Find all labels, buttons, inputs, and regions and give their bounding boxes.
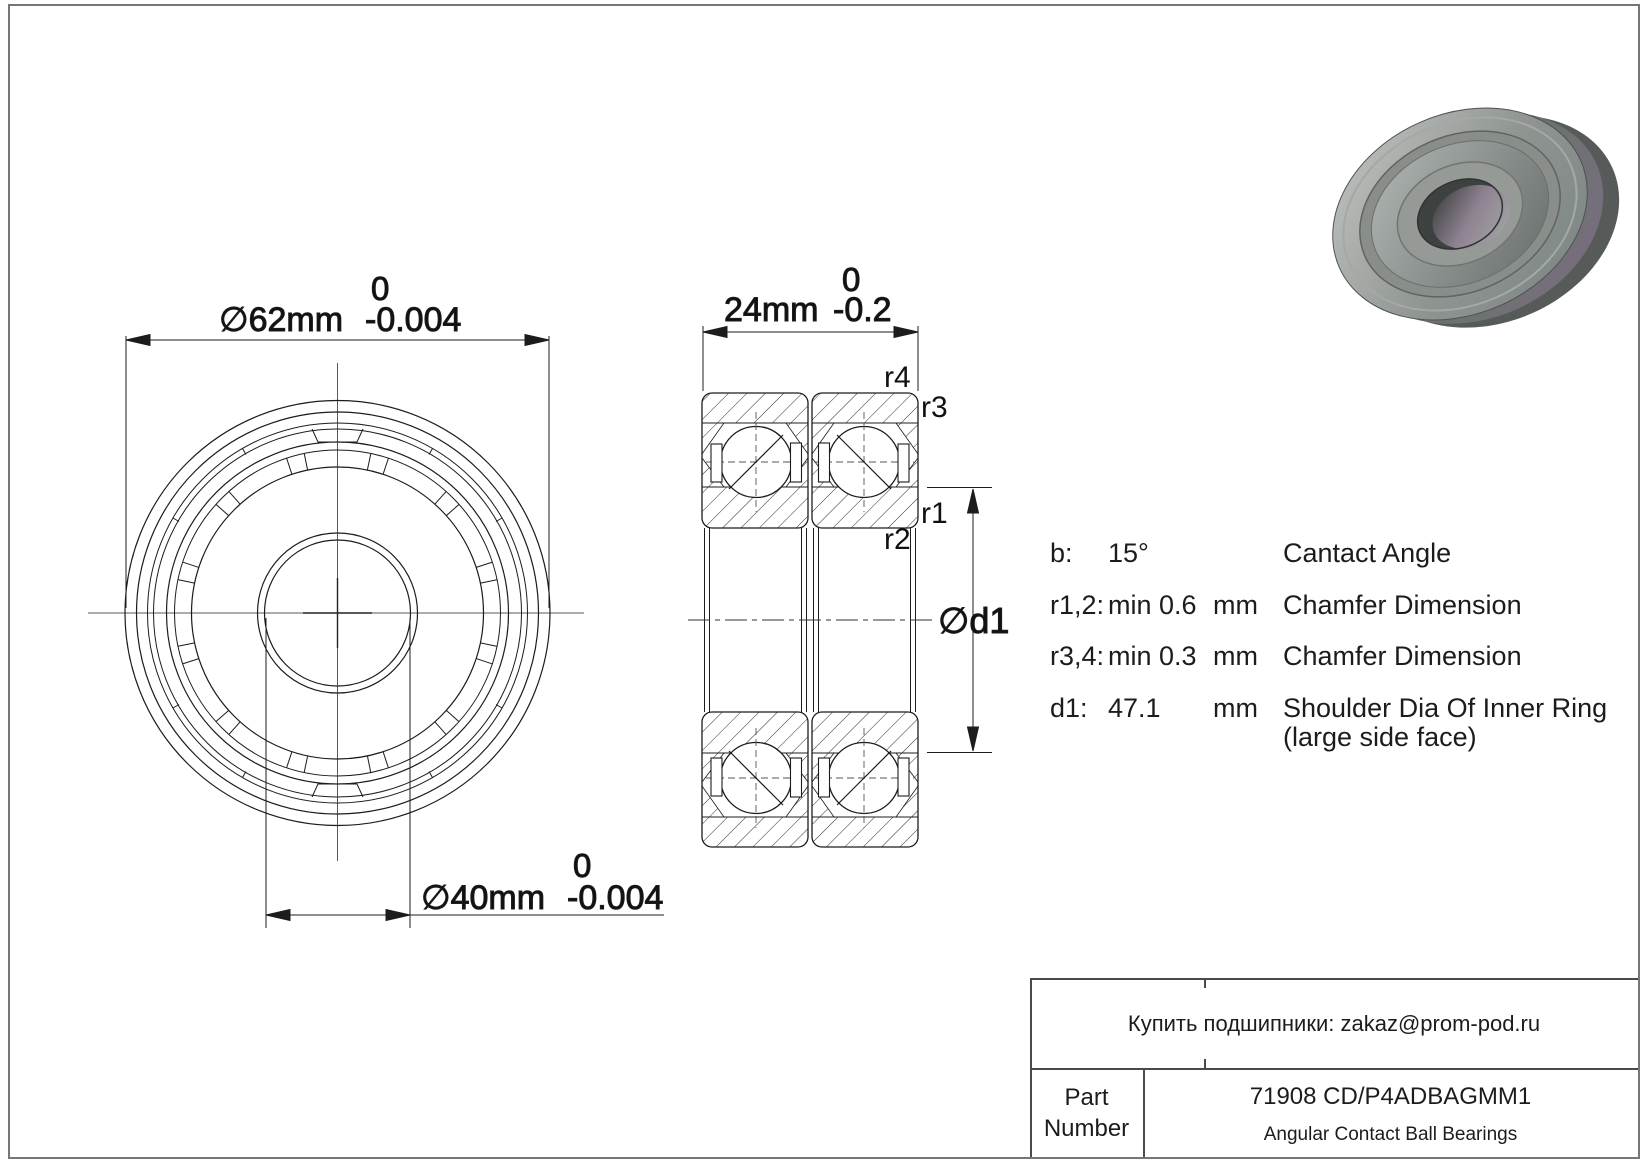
contact-email-line: Купить подшипники: zakaz@prom-pod.ru (1127, 1011, 1541, 1036)
spec-desc: Cantact Angle (1283, 538, 1452, 568)
label-r3: r3 (921, 391, 948, 424)
table-border-top (1030, 978, 1638, 980)
spec-unit: mm (1213, 590, 1258, 620)
spec-unit: mm (1213, 641, 1258, 671)
dim-width-value: 24mm (724, 291, 819, 329)
spec-unit: mm (1213, 693, 1258, 723)
part-number-label-line1: Part (1064, 1084, 1109, 1111)
dim-bore-value: ∅40mm (421, 879, 546, 917)
dim-outer-value: ∅62mm (219, 301, 344, 339)
dim-shoulder-label: ∅d1 (938, 600, 1010, 641)
bearing-3d-image (1299, 58, 1646, 377)
dim-width-tol-upper: 0 (842, 261, 861, 298)
label-r2: r2 (884, 523, 911, 556)
spec-param: b: (1050, 538, 1073, 568)
spec-param: r1,2: (1050, 590, 1105, 620)
part-number-label (1030, 1082, 1143, 1144)
spec-value: 47.1 (1108, 693, 1161, 723)
spec-desc-note: (large side face) (1283, 722, 1477, 752)
front-view-centerlines (88, 363, 584, 861)
spec-desc: Shoulder Dia Of Inner Ring (1283, 693, 1608, 723)
part-type: Angular Contact Ball Bearings (1263, 1124, 1518, 1145)
spec-desc: Chamfer Dimension (1283, 641, 1522, 671)
dim-outer-tol-upper: 0 (371, 270, 390, 307)
table-row-divider (1030, 1068, 1638, 1070)
dim-width-tol-lower: -0.2 (833, 291, 892, 329)
part-number-value: 71908 CD/P4ADBAGMM1 (1249, 1083, 1532, 1110)
spec-value: min 0.6 (1108, 590, 1197, 620)
dim-outer-tol-lower: -0.004 (365, 301, 462, 339)
dim-bore-diameter (266, 618, 664, 928)
table-tick-top (1204, 978, 1206, 988)
spec-value: 15° (1108, 538, 1149, 568)
dim-bore-tol-lower: -0.004 (567, 879, 664, 917)
center-cross (303, 578, 372, 648)
spec-param: d1: (1050, 693, 1088, 723)
dim-bore-tol-upper: 0 (573, 847, 592, 884)
section-view (688, 393, 934, 847)
label-r1: r1 (921, 497, 948, 530)
spec-value: min 0.3 (1108, 641, 1197, 671)
spec-param: r3,4: (1050, 641, 1105, 671)
part-number-label-line2: Number (1043, 1115, 1130, 1142)
spec-desc: Chamfer Dimension (1283, 590, 1522, 620)
table-tick-middle (1204, 1059, 1206, 1068)
front-view (88, 363, 584, 861)
label-r4: r4 (884, 361, 911, 394)
